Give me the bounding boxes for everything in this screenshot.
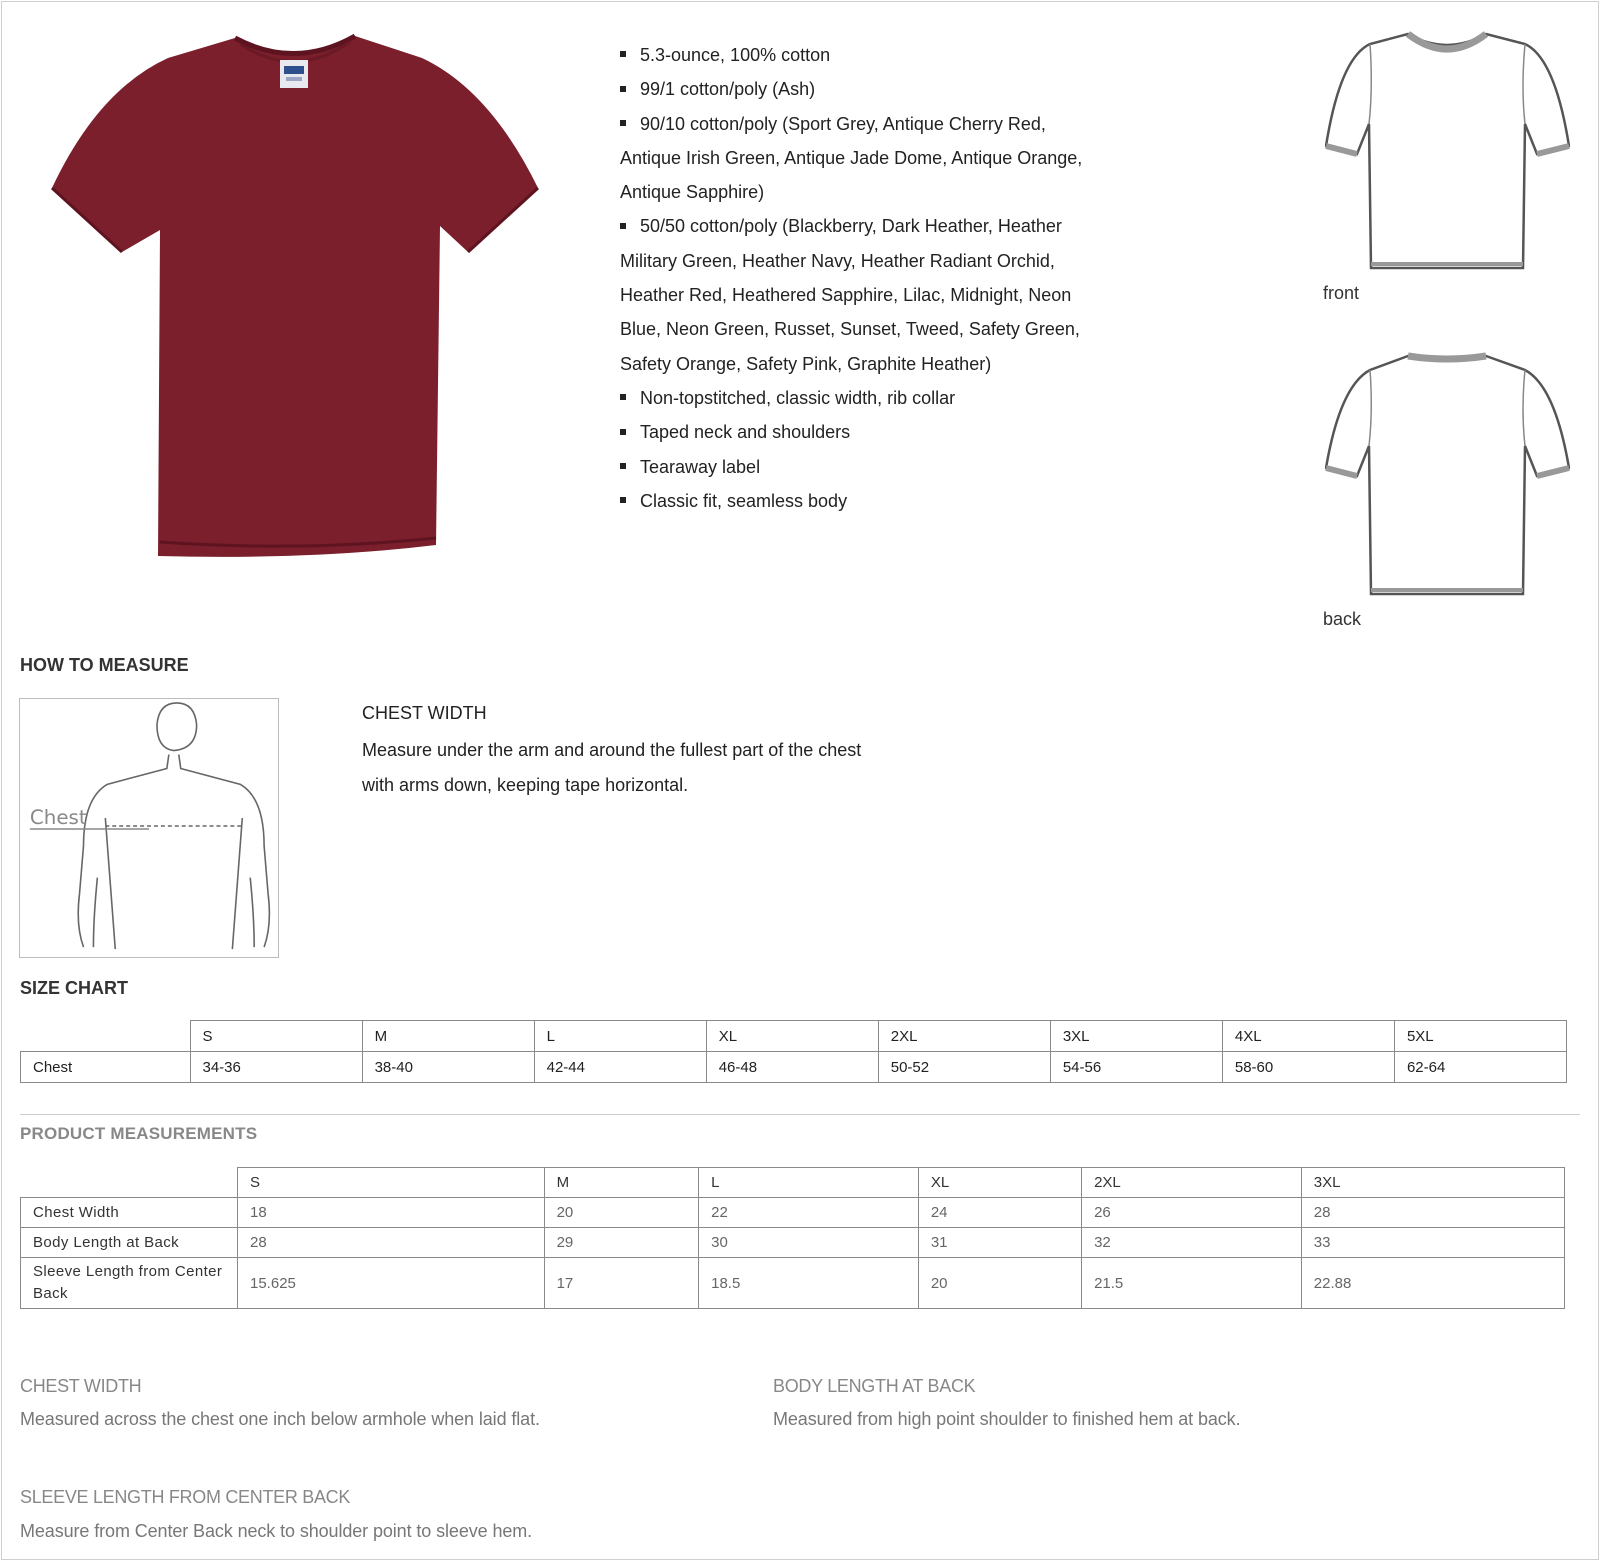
row-label-cell: Chest Width	[21, 1198, 238, 1228]
row-label-cell: Sleeve Length from Center Back	[21, 1258, 238, 1309]
value-cell: 32	[1082, 1228, 1302, 1258]
feature-text: Safety Orange, Safety Pink, Graphite Heather)	[620, 353, 992, 374]
value-cell: 24	[918, 1198, 1081, 1228]
size-header-cell: M	[362, 1021, 534, 1052]
value-cell: 42-44	[534, 1052, 706, 1083]
feature-text: Tearaway label	[640, 456, 761, 477]
value-cell: 26	[1082, 1198, 1302, 1228]
table-row	[21, 1258, 1565, 1309]
value-cell: 21.5	[1082, 1258, 1302, 1309]
chest-width-title: CHEST WIDTH	[362, 703, 487, 723]
value-cell: 31	[918, 1228, 1081, 1258]
feature-text: 99/1 cotton/poly (Ash)	[640, 79, 816, 100]
value-cell: 58-60	[1222, 1052, 1394, 1083]
table-header-row	[21, 1021, 1567, 1052]
feature-text: Heather Red, Heathered Sapphire, Lilac, Midnight, Neon	[620, 285, 1072, 306]
size-header-cell: S	[190, 1021, 362, 1052]
feature-text: Antique Sapphire)	[620, 182, 765, 203]
value-cell: 18	[238, 1198, 545, 1228]
table-corner-cell	[21, 1021, 191, 1052]
table-row	[21, 1228, 1565, 1258]
size-header-cell: M	[544, 1168, 699, 1198]
product-measurements-table	[20, 1167, 1565, 1309]
value-cell: 30	[699, 1228, 919, 1258]
value-cell: 20	[544, 1198, 699, 1228]
size-header-cell: 3XL	[1050, 1021, 1222, 1052]
feature-text: Taped neck and shoulders	[640, 422, 851, 443]
feature-item	[620, 72, 1120, 106]
chest-diagram-label: Chest	[29, 806, 87, 830]
product-measurements-heading: PRODUCT MEASUREMENTS	[20, 1124, 258, 1143]
value-cell: 28	[1301, 1198, 1564, 1228]
feature-text: Military Green, Heather Navy, Heather Radiant Orchid,	[620, 250, 1055, 271]
bullet-icon	[620, 120, 626, 126]
row-label-cell: Chest	[21, 1052, 191, 1083]
value-cell: 54-56	[1050, 1052, 1222, 1083]
size-chart-table	[20, 1020, 1567, 1083]
value-cell: 22	[699, 1198, 919, 1228]
feature-text: Classic fit, seamless body	[640, 490, 848, 511]
size-header-cell: 2XL	[878, 1021, 1050, 1052]
chest-description-line: Measure under the arm and around the fullest part of the chest	[362, 740, 862, 760]
bullet-icon	[620, 463, 626, 469]
feature-item-continuation	[620, 312, 1120, 346]
value-cell: 34-36	[190, 1052, 362, 1083]
value-cell: 33	[1301, 1228, 1564, 1258]
value-cell: 62-64	[1394, 1052, 1566, 1083]
feature-item-continuation	[620, 141, 1120, 175]
table-corner-cell	[21, 1168, 238, 1198]
feature-item	[620, 107, 1120, 141]
feature-item	[620, 415, 1120, 449]
feature-text: Blue, Neon Green, Russet, Sunset, Tweed, Safety Green,	[620, 319, 1080, 340]
feature-text: 5.3-ounce, 100% cotton	[640, 45, 831, 65]
back-flat-drawing	[1325, 350, 1570, 600]
feature-item-continuation	[620, 347, 1120, 381]
value-cell: 17	[544, 1258, 699, 1309]
section-divider	[20, 1114, 1580, 1115]
value-cell: 29	[544, 1228, 699, 1258]
chest-description-line: with arms down, keeping tape horizontal.	[362, 774, 689, 795]
size-header-cell: XL	[706, 1021, 878, 1052]
feature-item-continuation	[620, 278, 1120, 312]
feature-text: 50/50 cotton/poly (Blackberry, Dark Heather, Heather	[640, 216, 1062, 237]
feature-text: Antique Irish Green, Antique Jade Dome, Antique Orange,	[620, 147, 1083, 168]
value-cell: 46-48	[706, 1052, 878, 1083]
def-chest-width-desc: Measured across the chest one inch below armhole when laid flat.	[20, 1409, 540, 1429]
row-label-cell: Body Length at Back	[21, 1228, 238, 1258]
value-cell: 50-52	[878, 1052, 1050, 1083]
def-sleeve-length-desc: Measure from Center Back neck to shoulder point to sleeve hem.	[20, 1521, 533, 1541]
bullet-icon	[620, 86, 626, 92]
feature-item-continuation	[620, 244, 1120, 278]
def-body-length-title: BODY LENGTH AT BACK	[773, 1376, 976, 1396]
table-row	[21, 1052, 1567, 1083]
feature-list	[620, 38, 1120, 518]
bullet-icon	[620, 497, 626, 503]
bullet-icon	[620, 394, 626, 400]
chest-measure-diagram	[19, 698, 279, 958]
bullet-icon	[620, 223, 626, 229]
feature-text: Non-topstitched, classic width, rib collar	[640, 387, 956, 408]
how-to-measure-heading: HOW TO MEASURE	[20, 655, 189, 675]
bullet-icon	[620, 429, 626, 435]
value-cell: 38-40	[362, 1052, 534, 1083]
product-photo	[50, 30, 540, 570]
size-header-cell: 4XL	[1222, 1021, 1394, 1052]
front-flat-label: front	[1323, 283, 1360, 303]
chest-width-description	[362, 733, 922, 802]
feature-item-continuation	[620, 175, 1120, 209]
back-flat-label: back	[1323, 609, 1362, 629]
feature-item	[620, 209, 1120, 243]
table-row	[21, 1198, 1565, 1228]
feature-item	[620, 484, 1120, 518]
feature-item	[620, 38, 1120, 72]
size-header-cell: XL	[918, 1168, 1081, 1198]
value-cell: 28	[238, 1228, 545, 1258]
value-cell: 18.5	[699, 1258, 919, 1309]
size-chart-heading: SIZE CHART	[20, 978, 128, 998]
feature-text: 90/10 cotton/poly (Sport Grey, Antique Cherry Red,	[640, 113, 1046, 134]
size-header-cell: S	[238, 1168, 545, 1198]
size-header-cell: 3XL	[1301, 1168, 1564, 1198]
table-header-row	[21, 1168, 1565, 1198]
feature-item	[620, 381, 1120, 415]
bullet-icon	[620, 51, 626, 57]
size-header-cell: L	[699, 1168, 919, 1198]
value-cell: 15.625	[238, 1258, 545, 1309]
size-header-cell: 5XL	[1394, 1021, 1566, 1052]
size-header-cell: 2XL	[1082, 1168, 1302, 1198]
def-chest-width-title: CHEST WIDTH	[20, 1376, 142, 1396]
value-cell: 20	[918, 1258, 1081, 1309]
value-cell: 22.88	[1301, 1258, 1564, 1309]
front-flat-drawing	[1325, 28, 1570, 273]
feature-item	[620, 450, 1120, 484]
def-sleeve-length-title: SLEEVE LENGTH FROM CENTER BACK	[20, 1487, 351, 1507]
size-header-cell: L	[534, 1021, 706, 1052]
def-body-length-desc: Measured from high point shoulder to finished hem at back.	[773, 1409, 1241, 1429]
